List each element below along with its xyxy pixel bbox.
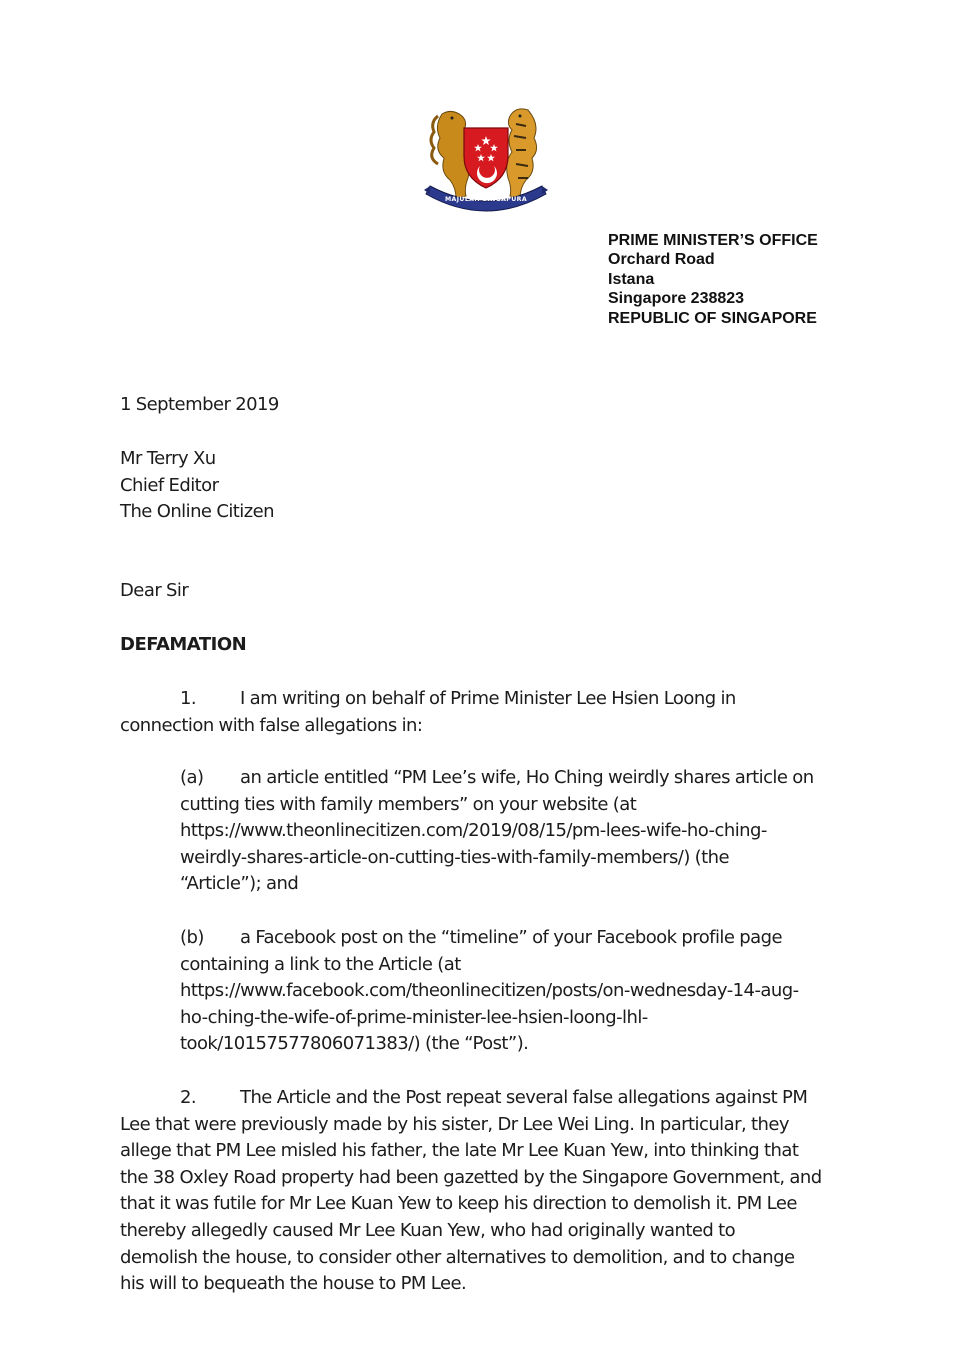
paragraph-line: The Article and the Post repeat several false allegations against PM (240, 1087, 808, 1108)
list-item-a (180, 765, 860, 898)
paragraph-number: 2. (180, 1087, 197, 1108)
paragraph-line: I am writing on behalf of Prime Minister Lee Hsien Loong in (240, 688, 736, 709)
item-url-line: weirdly-shares-article-on-cutting-ties-with-family-members/) (the (180, 846, 730, 868)
paragraph-line: connection with false allegations in: (120, 714, 423, 736)
paragraph-line: the 38 Oxley Road property had been gazetted by the Singapore Government, and (120, 1166, 822, 1188)
item-label: (a) (180, 767, 204, 788)
item-url-line: https://www.theonlinecitizen.com/2019/08/15/pm-lees-wife-ho-ching- (180, 820, 767, 842)
address-line: PRIME MINISTER’S OFFICE (608, 232, 818, 249)
item-line: an article entitled “PM Lee’s wife, Ho Ching weirdly shares article on (240, 767, 814, 788)
paragraph-2 (120, 1085, 860, 1298)
letter-date: 1 September 2019 (120, 394, 279, 415)
paragraph-line: demolish the house, to consider other alternatives to demolition, and to change (120, 1246, 795, 1268)
red-shield-icon (464, 128, 508, 188)
tiger-supporter-icon (507, 109, 537, 198)
item-line: cutting ties with family members” on your website (at (180, 793, 637, 815)
paragraph-number: 1. (180, 688, 197, 709)
recipient-line: Mr Terry Xu (120, 448, 216, 469)
paragraph-1 (120, 686, 860, 739)
address-line: Singapore 238823 (608, 290, 745, 308)
paragraph-line: thereby allegedly caused Mr Lee Kuan Yew, who had originally wanted to (120, 1219, 736, 1241)
subject-heading: DEFAMATION (120, 634, 247, 655)
paragraph-line: Lee that were previously made by his sister, Dr Lee Wei Ling. In particular, they (120, 1113, 790, 1135)
office-address (608, 231, 818, 328)
item-url-line: https://www.facebook.com/theonlinecitizen/posts/on-wednesday-14-aug- (180, 980, 799, 1002)
item-line: containing a link to the Article (at (180, 953, 461, 975)
address-line: Orchard Road (608, 251, 715, 269)
singapore-coat-of-arms-icon (424, 106, 548, 214)
item-label: (b) (180, 927, 204, 948)
salutation: Dear Sir (120, 580, 189, 601)
item-line: a Facebook post on the “timeline” of your Facebook profile page (240, 927, 783, 948)
recipient-block (120, 446, 274, 526)
paragraph-line: his will to bequeath the house to PM Lee. (120, 1273, 467, 1295)
address-line: Istana (608, 270, 655, 288)
item-url-line: took/10157577806071383/) (the “Post”). (180, 1033, 529, 1055)
address-line: REPUBLIC OF SINGAPORE (608, 309, 817, 327)
recipient-line: Chief Editor (120, 474, 219, 496)
recipient-line: The Online Citizen (120, 501, 275, 523)
paragraph-line: allege that PM Lee misled his father, the late Mr Lee Kuan Yew, into thinking that (120, 1140, 799, 1162)
motto-text: MAJULAH SINGAPURA (444, 196, 528, 203)
item-line: “Article”); and (180, 873, 299, 895)
paragraph-line: that it was futile for Mr Lee Kuan Yew to keep his direction to demolish it. PM Lee (120, 1193, 797, 1215)
list-item-b (180, 925, 860, 1058)
item-url-line: ho-ching-the-wife-of-prime-minister-lee-hsien-loong-lhl- (180, 1006, 648, 1028)
